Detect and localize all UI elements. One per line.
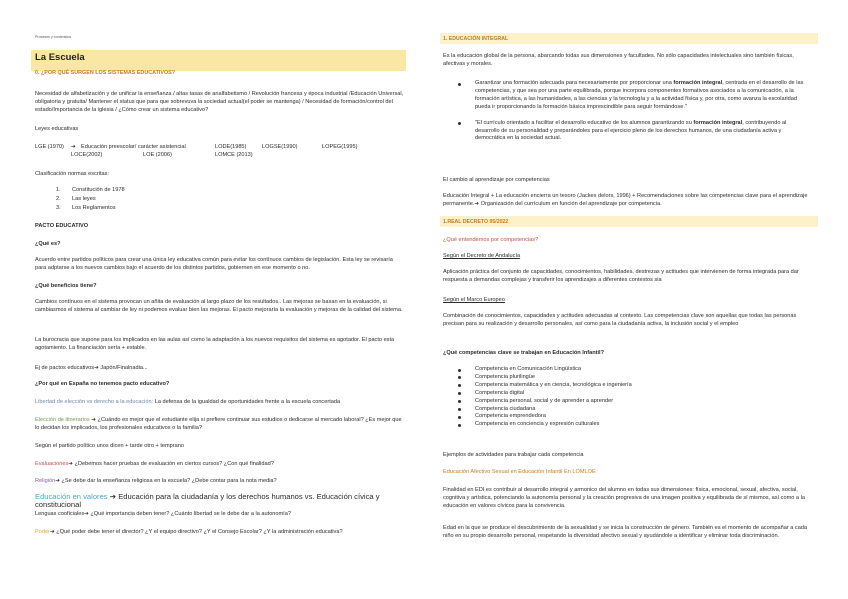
law-lopeg: LOPEG(1995) [322, 144, 358, 150]
list-item: Competencia matemática y en ciencia, tecnológica e ingeniería [454, 382, 814, 390]
header-small-title: Procesos y contenidos [35, 35, 72, 39]
arrow-right-icon: ➔ [94, 365, 99, 371]
question-que-es: ¿Qué es? [35, 241, 61, 247]
norm-item: Constitución de 1978 [72, 187, 125, 193]
norm-num: 2. [56, 196, 61, 202]
evaluaciones-line [35, 460, 274, 468]
valores-text: Educación para la ciudadanía y los derechos humanos vs. Educación cívica y constitucional [35, 492, 380, 509]
law-lomce: LOMCE (2013) [215, 152, 253, 158]
question-clave: ¿Qué competencias clave se trabajan en Educación Infantil? [443, 350, 605, 356]
competencias-list [454, 366, 814, 429]
decreto-andalucia-heading: Según el Decreto de Andalucía [443, 253, 521, 259]
list-item: Competencia personal, social y de aprender a aprender [454, 398, 814, 406]
ejemplos-actividades: Ejemplos de actividades para trabajar cada competencia [443, 452, 584, 458]
law-lge: LGE (1970) [35, 144, 64, 150]
religion-line [35, 477, 277, 485]
bullet-1-bold: formación integral [673, 80, 723, 86]
pacto-heading: PACTO EDUCATIVO [35, 223, 89, 229]
poder-label: Poder [35, 529, 50, 535]
norm-item: Los Reglamentos [72, 205, 116, 211]
needs-paragraph: Necesidad de alfabetización y de unificar la enseñanza / altas tasas de analfabetismo / Revolución francesa y época industrial /Educación Universal, obligatoria y gratuita/ Mantener el status que para que sobrevuva la sociedad actual(el poder se mantenga) / Necesidad de formación/control del estado/Importancia de la iglesia / ¿Cómo crear un sistema educativo? [35, 91, 404, 113]
eleccion-block [35, 416, 405, 432]
arrow-right-icon: ➔ [474, 201, 481, 207]
norm-num: 1. [56, 187, 61, 193]
religion-label: Religión [35, 478, 56, 484]
segun-partido: Según el partido político unos dicen + tarde otro + temprano [35, 443, 184, 449]
list-item [454, 120, 809, 144]
list-item: Competencia en Comunicación Lingüística [454, 366, 814, 374]
norm-num: 3. [56, 205, 61, 211]
law-loce: LOCE(2002) [71, 152, 103, 158]
list-item: Competencia emprendedora [454, 413, 814, 421]
burocracia-paragraph: La burocracia que supone para los implicados en las aulas así como la adaptación a los nuevos requisitos del sistema es agotador. El pacto esta agotamiento. La financiación sería + estable. [35, 337, 395, 351]
lomloe-heading: Educación Afectivo Sexual en Educación Infantil En LOMLOE [443, 469, 596, 475]
arrow-right-icon: ➔ [68, 461, 75, 467]
law-loe: LOE (2006) [143, 152, 172, 158]
page-title: La Escuela [35, 52, 85, 63]
arrow-right-icon: ➔ [55, 478, 62, 484]
law-logse: LOGSE(1990) [262, 144, 298, 150]
ejemplos-pactos-label: Ej de pactos educativos [35, 365, 95, 371]
question-por-que: ¿Por qué en España no tenemos pacto educativo? [35, 381, 170, 387]
title-bar [31, 50, 406, 71]
section-0-heading: 0. ¿POR QUÉ SURGEN LOS SISTEMAS EDUCATIVOS? [35, 70, 176, 76]
integral-paragraph: Es la educación global de la persona, abarcando todas sus dimensiones y facultades. No sólo capacidades intelectuales sino también físicas, afectivas y morales. [443, 53, 794, 67]
eleccion-text: ¿Cuándo es mejor que el estudiante elija si prefiere continuar sus estudios o dedicarse al mercado laboral? ¿Es mejor que lo decidan los implicados, los profesionales educativos o la familia? [35, 417, 402, 431]
bullet-2-post: , contribuyendo al desarrollo de su personalidad y preparándoles para el ejercicio pleno de los derechos humanos, de una ciudadanía activa y democrática en la sociedad actual. [475, 119, 787, 142]
cambio-paragraph: El cambio al aprendizaje por competencias [443, 177, 550, 183]
ejemplos-pactos-countries: Japón/Finalnadia... [100, 365, 148, 371]
list-item: Competencia en conciencia y expresión culturales [454, 421, 814, 429]
poder-line [35, 528, 343, 536]
list-item: Competencia plurilingüe [454, 374, 814, 382]
law-lge-desc: Educación preescolar/ carácter asistencial [81, 144, 186, 150]
valores-label: Educación en valores [35, 492, 108, 501]
marco-europeo-heading: Según el Marco Europeo [443, 297, 505, 303]
bullet-1-pre: Garantizar una formación adecuada para necesariamente por proporcionar una [475, 80, 672, 86]
ejemplos-pactos [35, 364, 148, 372]
question-competencias: ¿Qué entendemos por competencias? [443, 237, 539, 243]
arrow-right-icon: ➔ [107, 492, 119, 501]
delors-text: Educación Integral + La educación encierra un tesoro (Jackes delors, 1996) + Recomendaciones sobre las competencias clave para el aprendizaje permanente. [443, 193, 808, 207]
libertad-line [35, 398, 340, 406]
libertad-label: Libertad de elección vs derecho a la educación: [35, 399, 154, 405]
list-item: Competencia ciudadana [454, 406, 814, 414]
libertad-text: La defensa de la igualdad de oportunidades frente a la escuela concertada [154, 399, 341, 405]
section-2-heading: 1.REAL DECRETO 95/2022 [443, 219, 509, 225]
delors-post: Organización del currículum en función del aprendizaje por competencia. [480, 201, 662, 207]
section-1-heading: 1. EDUCACIÓN INTEGRAL [443, 36, 509, 42]
law-lode: LODE(1985) [215, 144, 247, 150]
laws-title: Leyes educativas [35, 126, 79, 132]
bullet-2-bold: formación integral [693, 119, 743, 126]
arrow-right-icon: ➔ [84, 511, 91, 517]
integral-bullets [454, 80, 809, 143]
edad-paragraph: Edad en la que se produce el descubrimiento de la sexualidad y se inicia la construcción de género. También es el momento de acompañar a cada niño en su propio desarrollo personal, respetando la diversidad afectivo sexual y ayudándole a identificar y eliminar toda discriminación. [443, 525, 808, 539]
eleccion-label: Elección de itinerarios [35, 417, 90, 423]
bullet-1-post: , centrada en el desarrollo de las competencias, y que sea por una parte equilibrada, porque incorpora componentes formativos asociados a la comunicación, a la formación artística, a las humanidades, a las ciencias y la tecnología y a la actividad física y, por otra, como avanza la escolaridad pueda ir proporcionando la formación básica imprescindible para seguir formándose." [475, 80, 804, 110]
list-item [454, 80, 809, 112]
europeo-paragraph: Combinación de conocimientos, capacidades y actitudes adecuadas al contexto. Las competencias clave son aquellas que todas las personas precisan para su realización y desarrollo personales, así como para la ciudadanía activa, la inclusión social y el empleo [443, 313, 797, 327]
arrow-right-icon: ➔ [89, 417, 98, 423]
poder-text: ¿Qué poder debe tener el director? ¿Y el equipo directivo? ¿Y el Consejo Escolar? ¿Y la administración educativa? [56, 529, 343, 535]
list-item: Competencia digital [454, 390, 814, 398]
norm-item: Las leyes [72, 196, 96, 202]
delors-paragraph [443, 192, 815, 208]
norms-title: Clasificación normas escritas: [35, 171, 109, 177]
beneficios-paragraph: Cambios contínuos en el sistema provocan un añita de evaluación al largo plazo de los resultados.. Las mejoras se basan en la evaluación, si cambiasmos el sistema al cambiar de ley ni podemos evaluar bien las mejoras. El pacto mejoraría la evaluación y mejoras de la calidad del sistema. [35, 299, 403, 313]
finalidad-paragraph: Finalidad en EDI es contribuir al desarrollo integral y armonico del alumno en todas sus dimensiones: física, emocional, sexual, afectiva, social, cognitiva y artística, potenciando la autonomía personal y la creación progresiva de una imagen positiva y equilibrada de sí mismos, así como a la educación en valores cívicos para la convivencia. [443, 487, 805, 509]
valores-block [35, 493, 405, 509]
question-beneficios: ¿Qué beneficios tiene? [35, 283, 97, 289]
religion-text: ¿Se debe dar la enseñanza religiosa en la escuela? ¿Debe contar para la nota media? [61, 478, 277, 484]
bullet-2-pre: "El currículo orientado a facilitar el desarrollo educativo de los alumnos garantizando su [475, 119, 692, 126]
lenguas-label: Lenguas cooficiales [35, 511, 85, 517]
evaluaciones-label: Evaluaciones [35, 461, 69, 467]
arrow-right-icon: ➔ [71, 144, 76, 150]
que-es-paragraph: Acuerdo entre partidos políticos para crear una única ley educativa común para evitar los contínuos cambios de legislación. Esta ley se revisaría para adptarse a los nuevos cambios bajo el acuerdo de los distintos partidos, gobiernen en ese momento o no. [35, 257, 393, 271]
evaluaciones-text: ¿Debemos hacer pruebas de evaluación en ciertos cursos? ¿Con qué finalidad? [74, 461, 274, 467]
lenguas-text: ¿Qué importancia deben tener? ¿Cuánto libertad se le debe dar a la autonomía? [90, 511, 291, 517]
lenguas-line [35, 510, 291, 518]
andalucia-paragraph: Aplicación práctica del conjunto de capacidades, conocimientos, habilidades, destrezas y actitudes que intervienen de forma integrada para dar respuesta a demandas complejas y transferir los aprendizajes a diferentes contextos sia [443, 269, 799, 283]
arrow-right-icon: ➔ [49, 529, 57, 535]
